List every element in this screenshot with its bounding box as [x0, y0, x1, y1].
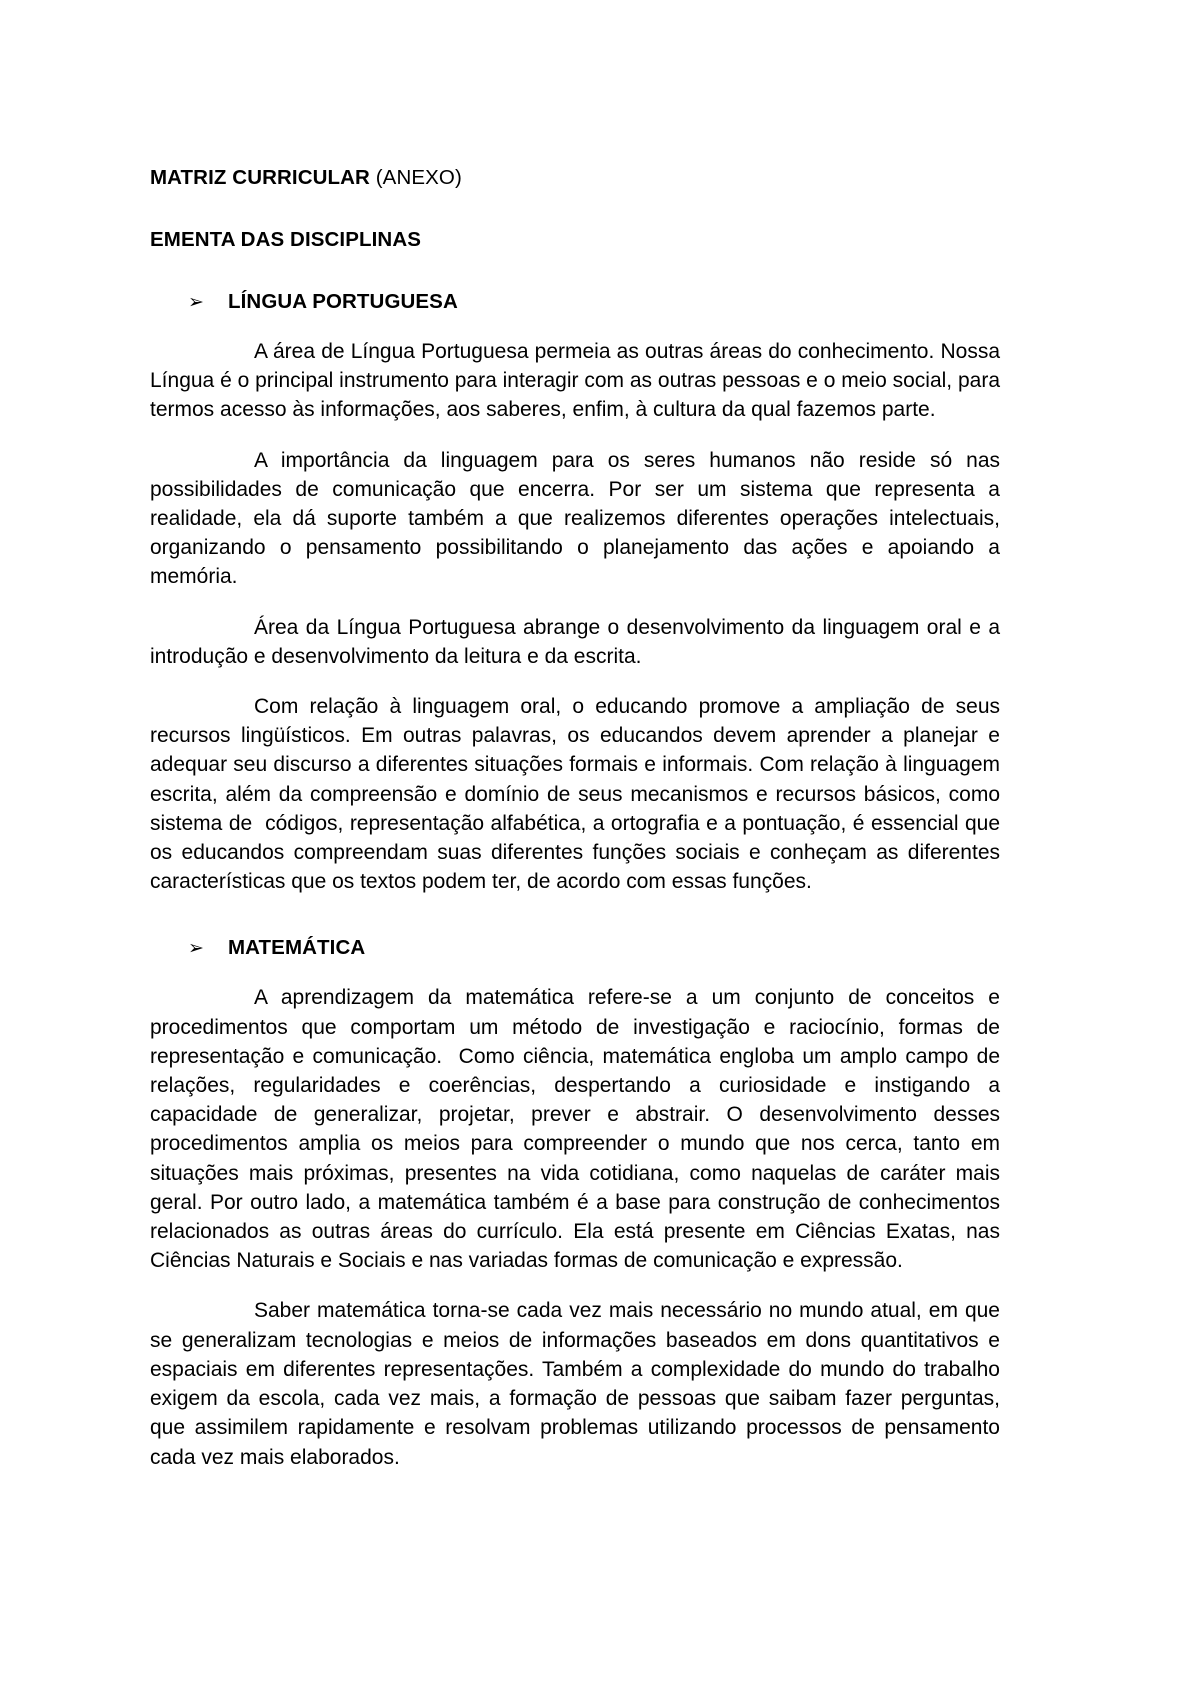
- page-title-bold: MATRIZ CURRICULAR: [150, 166, 370, 189]
- arrow-bullet-icon: ➢: [188, 292, 205, 313]
- section-heading-label: MATEMÁTICA: [228, 936, 366, 960]
- arrow-bullet-icon: ➢: [188, 938, 205, 960]
- paragraph: Com relação à linguagem oral, o educando promove a ampliação de seus recursos lingüísticos. Em outras palavras, os educandos devem aprender a planejar e adequar seu discurso a diferentes situações formais e informais. Com relação à linguagem escrita, além da compreensão e domínio de seus mecanismos e recursos básicos, como sistema de códigos, representação alfabética, a ortografia e a pontuação, é essencial que os educandos compreendam suas diferentes funções sociais e conheçam as diferentes características que os textos podem ter, de acordo com essas funções.: [150, 695, 1006, 894]
- page-title: [150, 168, 1000, 189]
- section-heading-matematica: [150, 936, 1000, 960]
- document-content: [150, 166, 1006, 1472]
- paragraph: Saber matemática torna-se cada vez mais necessário no mundo atual, em que se generalizam tecnologias e meios de informações baseados em dons quantitativos e espaciais em diferentes representações. Também a complexidade do mundo do trabalho exigem da escola, cada vez mais, a formação de pessoas que saibam fazer perguntas, que assimilem rapidamente e resolvam problemas utilizando processos de pensamento cada vez mais elaborados.: [150, 1299, 1006, 1469]
- paragraph: A importância da linguagem para os seres humanos não reside só nas possibilidades de comunicação que encerra. Por ser um sistema que representa a realidade, ela dá suporte também a que realizemos diferentes operações intelectuais, organizando o pensamento possibilitando o planejamento das ações e apoiando a memória.: [150, 448, 1006, 589]
- section-heading-label: LÍNGUA PORTUGUESA: [228, 290, 458, 313]
- paragraph: Área da Língua Portuguesa abrange o desenvolvimento da linguagem oral e a introdução e desenvolvimento da leitura e da escrita.: [150, 615, 1006, 668]
- page-title-rest: (ANEXO): [369, 166, 462, 189]
- paragraph: A área de Língua Portuguesa permeia as outras áreas do conhecimento. Nossa Língua é o principal instrumento para interagir com as outras pessoas e o meio social, para termos acesso às informações, aos saberes, enfim, à cultura da qual fazemos parte.: [150, 340, 1006, 422]
- page-subtitle: EMENTA DAS DISCIPLINAS: [150, 227, 421, 251]
- paragraph: A aprendizagem da matemática refere-se a um conjunto de conceitos e procedimentos que comportam um método de investigação e raciocínio, formas de representação e comunicação. Como ciência, matemática engloba um amplo campo de relações, regularidades e coerências, despertando a curiosidade e instigando a capacidade de generalizar, projetar, prever e abstrair. O desenvolvimento desses procedimentos amplia os meios para compreender o mundo que nos cerca, tanto em situações mais próximas, presentes na vida cotidiana, como naquelas de caráter mais geral. Por outro lado, a matemática também é a base para construção de conhecimentos relacionados as outras áreas do currículo. Ela está presente em Ciências Exatas, nas Ciências Naturais e Sociais e nas variadas formas de comunicação e expressão.: [150, 986, 1006, 1273]
- section-heading-lingua-portuguesa: [150, 290, 1000, 314]
